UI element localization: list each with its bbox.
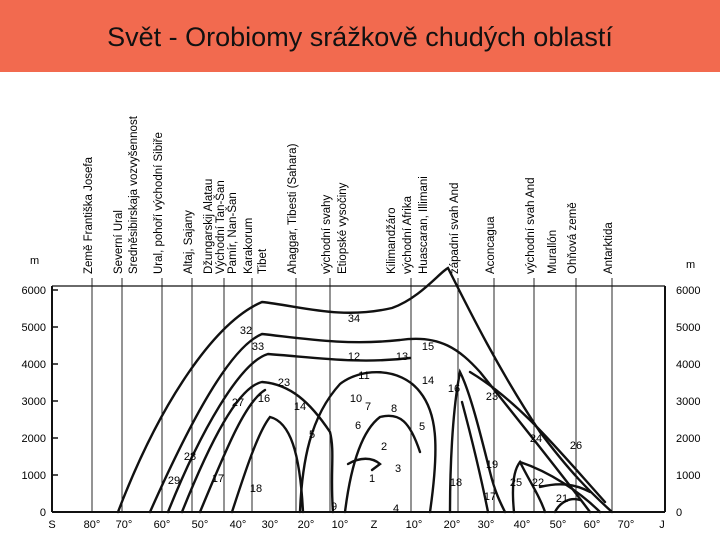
location-label: východní svah And [525, 177, 537, 274]
y-tick-right: 6000 [676, 285, 701, 297]
x-axis [48, 519, 664, 531]
zone-number: 24 [529, 433, 543, 445]
location-label: Sredněsibirskaja vozvyšennost [128, 116, 140, 274]
zone-number: 16 [447, 383, 461, 395]
zone-number: 28 [183, 451, 197, 463]
zone-number: 8 [390, 403, 398, 415]
y-tick-left: 6000 [21, 285, 46, 297]
zone-number: 19 [485, 459, 499, 471]
y-tick-left: 5000 [21, 322, 46, 334]
y-tick-right: 1000 [676, 470, 701, 482]
zone-number: 11 [358, 370, 370, 382]
location-label: Ohňová země [567, 202, 579, 274]
y-unit-left: m [30, 255, 40, 267]
location-label: Severní Ural [113, 210, 125, 274]
y-axis-right [676, 259, 700, 519]
location-label: východní svahy [321, 194, 333, 274]
location-label: Murallón [547, 229, 559, 274]
location-label: Etiopské vysočiny [337, 182, 349, 274]
x-tick: 20° [443, 519, 461, 531]
zone-number: 12 [347, 351, 361, 363]
location-label: východní Afrika [402, 196, 414, 274]
zone-number: 9 [330, 501, 338, 513]
zone-number: 25 [509, 477, 523, 489]
location-label: Pamír, Nan-Šan [227, 192, 239, 274]
zone-number: 1 [368, 473, 376, 485]
x-tick: 20° [297, 519, 315, 531]
x-tick: 40° [513, 519, 531, 531]
x-tick: 40° [229, 519, 247, 531]
zone-number: 14 [421, 375, 435, 387]
zone-number: 21 [555, 493, 569, 505]
zone-number: 7 [364, 401, 372, 413]
x-tick: 70° [115, 519, 133, 531]
zone-number: 16 [257, 393, 271, 405]
y-tick-left: 2000 [21, 433, 46, 445]
zone-number: 5 [418, 421, 426, 433]
x-tick: S [48, 519, 56, 531]
zone-number: 2 [380, 441, 388, 453]
location-label: Země Františka Josefa [83, 157, 95, 274]
location-label: Ahaggar, Tibesti (Sahara) [287, 143, 299, 274]
x-tick: Z [370, 519, 378, 531]
zone-number: 26 [569, 440, 583, 452]
x-tick: 30° [261, 519, 279, 531]
zone-number: 27 [231, 397, 245, 409]
y-tick-left: 3000 [21, 396, 46, 408]
zone-number: 32 [239, 325, 253, 337]
y-tick-left: 1000 [21, 470, 46, 482]
x-tick: 80° [83, 519, 101, 531]
zone-number: 3 [394, 463, 402, 475]
y-tick-right: 2000 [676, 433, 701, 445]
location-label: Huascaran, Illimani [418, 176, 430, 274]
location-label: Džungarskij Alatau [203, 178, 215, 274]
x-tick: 50° [191, 519, 209, 531]
zone-number: 34 [347, 313, 361, 325]
zone-number: 23 [485, 391, 499, 403]
boundary-curve [540, 484, 590, 492]
location-label: Antarktida [603, 222, 615, 274]
location-labels [83, 115, 615, 274]
location-label: Aconcagua [485, 216, 497, 274]
location-label: Východní Tan-Šan [215, 180, 227, 274]
x-tick: 60° [583, 519, 601, 531]
zone-number: 29 [167, 475, 181, 487]
location-label: Altaj, Sajany [183, 210, 195, 274]
boundary-curve [232, 417, 303, 512]
diagram-svg [0, 72, 720, 540]
zone-number: 18 [449, 477, 463, 489]
x-tick: 10° [405, 519, 423, 531]
location-label: Karakorum [243, 217, 255, 274]
zone-number: 17 [483, 491, 497, 503]
zone-number: 33 [251, 341, 265, 353]
y-tick-right: 3000 [676, 396, 701, 408]
zone-number: 13 [395, 351, 409, 363]
zone-number: 10 [349, 393, 363, 405]
y-tick-left: 0 [39, 507, 46, 519]
zone-number: 23 [277, 377, 291, 389]
zone-number: 22 [531, 477, 545, 489]
y-tick-left: 4000 [21, 359, 46, 371]
y-unit-right: m [686, 259, 696, 271]
orobiome-diagram [0, 72, 720, 540]
location-label: Tibet [257, 248, 269, 274]
title-bar [0, 0, 720, 72]
x-tick: 50° [549, 519, 567, 531]
y-tick-right: 0 [676, 507, 683, 519]
location-label: západní svah And [449, 182, 461, 274]
x-tick: 70° [617, 519, 635, 531]
x-tick: 10° [331, 519, 349, 531]
y-tick-right: 5000 [676, 322, 701, 334]
x-tick: J [659, 519, 665, 531]
zone-number: 4 [392, 503, 400, 515]
zone-number: 6 [354, 420, 362, 432]
slide-title: Svět - Orobiomy srážkově chudých oblastí [107, 22, 613, 52]
zone-number: 14 [293, 401, 307, 413]
zone-number: 17 [211, 473, 225, 485]
location-label: Kilimandžáro [386, 207, 398, 274]
x-tick: 30° [477, 519, 495, 531]
zone-number: 5 [308, 429, 316, 441]
x-tick: 60° [153, 519, 171, 531]
y-tick-right: 4000 [676, 359, 701, 371]
zone-number: 18 [249, 483, 263, 495]
location-label: Ural, pohoří východní Sibiře [153, 132, 165, 274]
zone-number: 15 [421, 341, 435, 353]
